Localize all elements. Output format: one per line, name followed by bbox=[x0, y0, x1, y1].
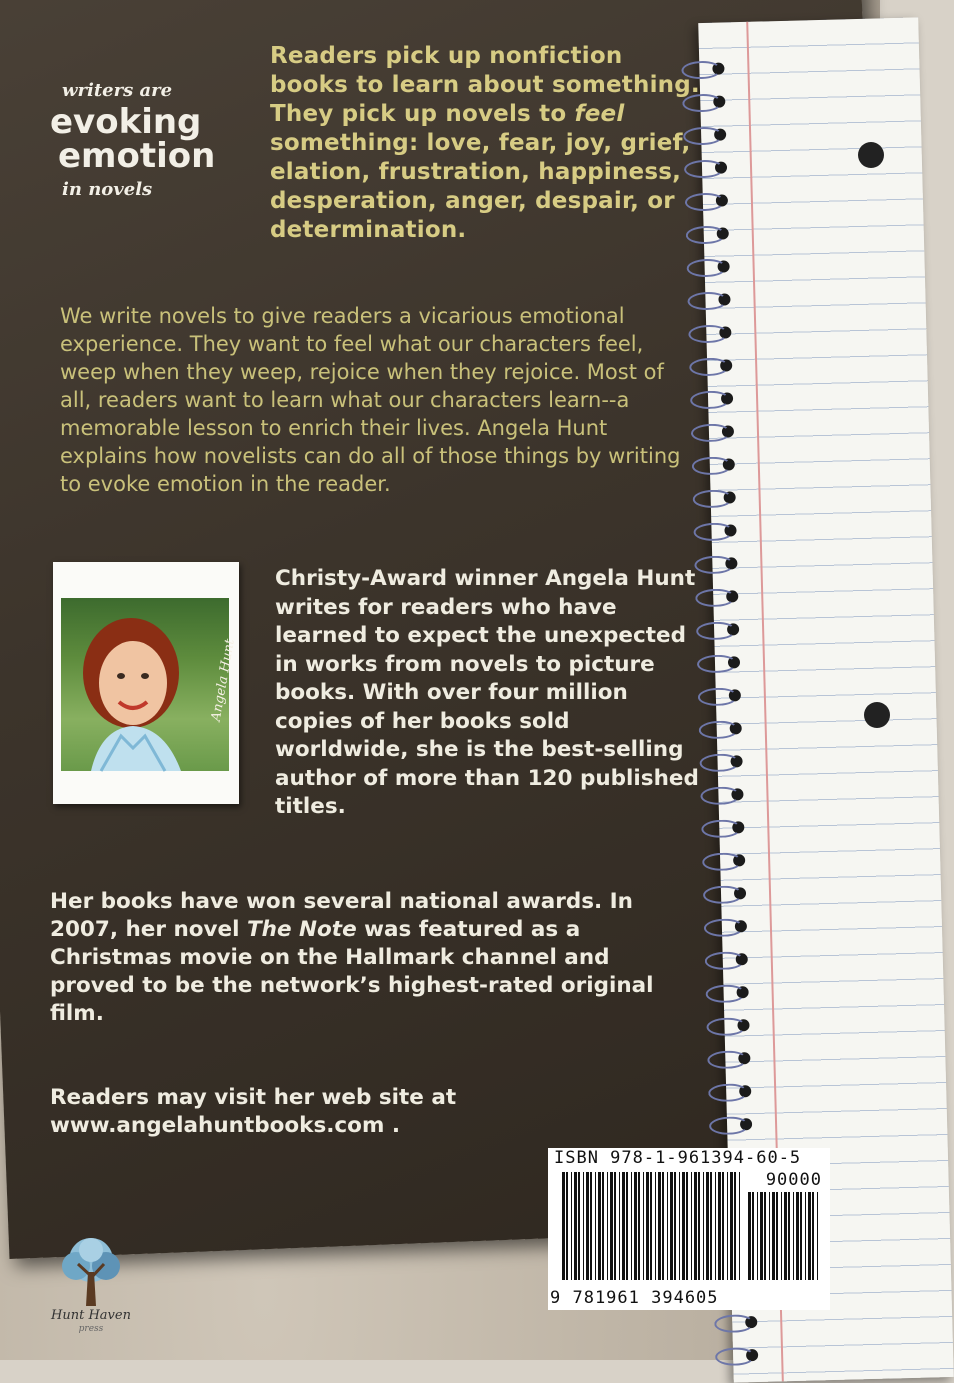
barcode-bar bbox=[698, 1172, 700, 1280]
tagline-emotion: emotion bbox=[58, 136, 216, 176]
spiral-coil bbox=[715, 1347, 755, 1366]
barcode-bar bbox=[607, 1172, 608, 1280]
barcode-bar bbox=[812, 1192, 814, 1280]
barcode-bar bbox=[730, 1172, 733, 1280]
barcode-bars bbox=[562, 1172, 742, 1280]
barcode-bar bbox=[643, 1172, 644, 1280]
barcode-bar bbox=[718, 1172, 721, 1280]
barcode-bar bbox=[764, 1192, 766, 1280]
spiral-coil bbox=[709, 1116, 749, 1135]
barcode-bar bbox=[679, 1172, 680, 1280]
photo-signature: Angela Hunt bbox=[208, 638, 238, 723]
publisher-imprint: press bbox=[78, 1324, 104, 1334]
barcode-bar bbox=[706, 1172, 709, 1280]
tagline-in-novels: in novels bbox=[62, 179, 153, 200]
intro-text-1: Readers pick up nonfiction books to learn about something. They pick up novels to bbox=[270, 43, 700, 127]
barcode-bar bbox=[619, 1172, 620, 1280]
spiral-coil bbox=[708, 1083, 748, 1102]
barcode-bar bbox=[682, 1172, 685, 1280]
barcode-bar bbox=[634, 1172, 637, 1280]
barcode-bar bbox=[722, 1172, 724, 1280]
spiral-coil bbox=[700, 786, 740, 805]
barcode-bar bbox=[817, 1192, 818, 1280]
spiral-coil bbox=[704, 918, 744, 937]
barcode-bar bbox=[566, 1172, 568, 1280]
barcode-bar bbox=[805, 1192, 806, 1280]
barcode-bar bbox=[788, 1192, 790, 1280]
isbn-barcode bbox=[548, 1148, 830, 1310]
price-code: 90000 bbox=[765, 1170, 822, 1190]
barcode-bar bbox=[658, 1172, 661, 1280]
barcode-bar bbox=[808, 1192, 811, 1280]
tree-icon bbox=[36, 1232, 146, 1312]
barcode-bar bbox=[650, 1172, 652, 1280]
barcode-bar bbox=[727, 1172, 728, 1280]
spiral-coil bbox=[705, 984, 745, 1003]
website-url: www.angelahuntbooks.com . bbox=[50, 1113, 401, 1138]
barcode-bar bbox=[710, 1172, 712, 1280]
spiral-coil bbox=[686, 258, 726, 277]
barcode-bar bbox=[646, 1172, 649, 1280]
spiral-coil bbox=[714, 1314, 754, 1333]
movie-title: The Note bbox=[247, 917, 357, 942]
spiral-coil bbox=[703, 885, 743, 904]
author-bio: Christy-Award winner Angela Hunt writes for readers who have learned to expect the unexpected in works from novels to picture books. With over four million copies of her books sold worldwide, she is the best-selling author of more than 120 published titles. bbox=[275, 566, 699, 819]
spiral-coil bbox=[702, 852, 742, 871]
barcode-bar bbox=[776, 1192, 778, 1280]
barcode-bar bbox=[562, 1172, 565, 1280]
intro-emphasis: feel bbox=[574, 101, 625, 127]
barcode-bar bbox=[781, 1192, 782, 1280]
barcode-bar bbox=[638, 1172, 640, 1280]
barcode-bar bbox=[614, 1172, 616, 1280]
barcode-bar bbox=[674, 1172, 676, 1280]
barcode-bar bbox=[667, 1172, 668, 1280]
barcode-bar bbox=[631, 1172, 632, 1280]
intro-text-2: something: love, fear, joy, grief, elation, frustration, happiness, desperation, anger, despair, or determination. bbox=[270, 130, 691, 243]
barcode-bar bbox=[578, 1172, 580, 1280]
spiral-coil bbox=[705, 951, 745, 970]
barcode-bar bbox=[571, 1172, 572, 1280]
barcode-bar bbox=[655, 1172, 656, 1280]
barcode-bar bbox=[734, 1172, 736, 1280]
barcode-bar bbox=[626, 1172, 628, 1280]
barcode-bar bbox=[739, 1172, 740, 1280]
description-paragraph: We write novels to give readers a vicarious emotional experience. They want to feel what our characters feel, weep when they weep, rejoice when they rejoice. Most of all, readers want to learn what our characters learn--a memorable lesson to enrich their lives. Angela Hunt explains how novelists can do all of those things by writing to evoke emotion in the reader. bbox=[60, 304, 681, 496]
website-intro: Readers may visit her web site at bbox=[50, 1085, 457, 1110]
author-photo-frame bbox=[53, 562, 239, 804]
awards-text-1: Her books have won several national awards. In 2007, her novel bbox=[50, 889, 633, 942]
spiral-coil bbox=[707, 1050, 747, 1069]
barcode-bar bbox=[772, 1192, 775, 1280]
awards-text-2: was featured as a Christmas movie on the Hallmark channel and proved to be the network’s highest-rated original film. bbox=[50, 917, 654, 1026]
barcode-bar bbox=[610, 1172, 613, 1280]
punch-hole bbox=[858, 142, 884, 168]
barcode-bar bbox=[769, 1192, 770, 1280]
barcode-bar bbox=[583, 1172, 584, 1280]
awards-paragraph bbox=[50, 888, 700, 1028]
punch-hole bbox=[864, 702, 890, 728]
barcode-bar bbox=[703, 1172, 704, 1280]
barcode-bar bbox=[670, 1172, 673, 1280]
spiral-coil bbox=[701, 819, 741, 838]
website-paragraph bbox=[50, 1084, 700, 1140]
barcode-bar bbox=[796, 1192, 799, 1280]
barcode-bar bbox=[694, 1172, 697, 1280]
barcode-bar bbox=[748, 1192, 751, 1280]
spiral-coil bbox=[699, 753, 739, 772]
barcode-bar bbox=[800, 1192, 802, 1280]
publisher-name: Hunt Haven bbox=[51, 1308, 131, 1323]
barcode-bar bbox=[686, 1172, 688, 1280]
intro-paragraph bbox=[270, 42, 700, 245]
barcode-bar bbox=[691, 1172, 692, 1280]
barcode-bar bbox=[574, 1172, 577, 1280]
barcode-bar bbox=[598, 1172, 601, 1280]
barcode-bar bbox=[715, 1172, 716, 1280]
tagline-evoking: evoking bbox=[50, 102, 202, 142]
barcode-bar bbox=[595, 1172, 596, 1280]
barcode-bar bbox=[784, 1192, 787, 1280]
publisher-logo bbox=[36, 1232, 146, 1342]
barcode-bar bbox=[752, 1192, 754, 1280]
barcode-bar bbox=[760, 1192, 763, 1280]
tagline-writers-are: writers are bbox=[62, 80, 173, 101]
barcode-bar bbox=[586, 1172, 589, 1280]
barcode-bar bbox=[757, 1192, 758, 1280]
price-barcode-bars bbox=[748, 1192, 822, 1280]
barcode-bar bbox=[793, 1192, 794, 1280]
spiral-coil bbox=[706, 1017, 746, 1036]
isbn-label: ISBN 978-1-961394-60-5 bbox=[554, 1148, 802, 1168]
barcode-bar bbox=[662, 1172, 664, 1280]
barcode-bar bbox=[602, 1172, 604, 1280]
isbn-digits: 9 781961 394605 bbox=[550, 1288, 719, 1308]
tagline bbox=[50, 80, 250, 200]
barcode-bar bbox=[590, 1172, 592, 1280]
barcode-bar bbox=[622, 1172, 625, 1280]
author-photo bbox=[61, 598, 238, 771]
spiral-coil bbox=[693, 522, 733, 541]
